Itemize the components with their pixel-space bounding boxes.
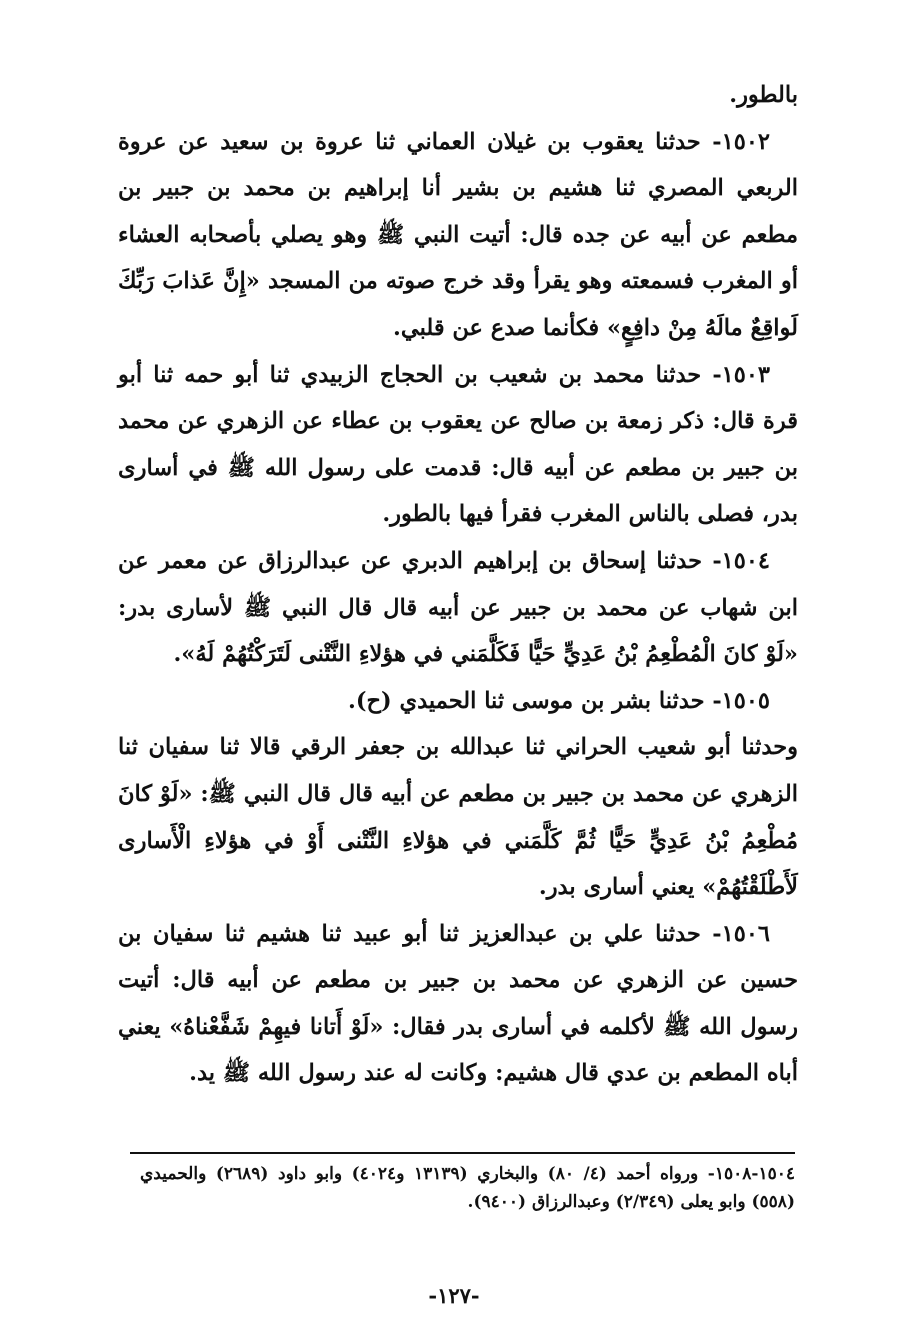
hadith-1502: ١٥٠٢- حدثنا يعقوب بن غيلان العماني ثنا عروة بن سعيد عن عروة الربعي المصري ثنا هشيم بن بشير أنا إبراهيم بن محمد بن جبير بن مطعم عن أبيه عن جده قال: أتيت النبي ﷺ وهو يصلي بأصحابه العشاء أو المغرب فسمعته وهو يقرأ وقد خرج صوته من المسجد «إِنَّ عَذابَ رَبِّكَ لَواقِعٌ مالَهُ مِنْ دافِعٍ» فكأنما صدع عن قلبي. [118, 128, 798, 341]
hadith-1504: ١٥٠٤- حدثنا إسحاق بن إبراهيم الدبري عن عبدالرزاق عن معمر عن ابن شهاب عن محمد بن جبير عن أبيه قال قال النبي ﷺ لأسارى بدر: «لَوْ كانَ الْمُطْعِمُ بْنُ عَدِيٍّ حَيًّا فَكَلَّمَني في هؤلاءِ النَّتْنى لَتَرَكْتُهُمْ لَهُ». [118, 547, 798, 668]
hadith-1505: ١٥٠٥- حدثنا بشر بن موسى ثنا الحميدي (ح). [348, 687, 770, 714]
footnote-divider [130, 1152, 795, 1154]
paragraph-continuation: بالطور. [729, 82, 798, 108]
hadith-1503: ١٥٠٣- حدثنا محمد بن شعيب بن الحجاج الزبيدي ثنا أبو حمه ثنا أبو قرة قال: ذكر زمعة بن صالح عن يعقوب بن عطاء عن الزهري عن محمد بن جبير بن مطعم عن أبيه قال: قدمت على رسول الله ﷺ في أسارى بدر، فصلى بالناس المغرب فقرأ فيها بالطور. [118, 361, 798, 528]
hadith-1505-second-chain: وحدثنا أبو شعيب الحراني ثنا عبدالله بن جعفر الرقي قالا ثنا سفيان ثنا الزهري عن محمد بن جبير بن مطعم عن أبيه قال قال النبي ﷺ: «لَوْ كانَ مُطْعِمُ بْنُ عَدِيٍّ حَيًّا ثُمَّ كَلَّمَني في هؤلاءِ النَّتْنى أَوْ في هؤلاءِ الْأَسارى لَأَطْلَقْتُهُمْ» يعني أسارى بدر. [118, 734, 798, 901]
hadith-1506: ١٥٠٦- حدثنا علي بن عبدالعزيز ثنا أبو عبيد ثنا هشيم ثنا سفيان بن حسين عن الزهري عن محمد بن جبير بن مطعم عن أبيه قال: أتيت رسول الله ﷺ لأكلمه في أسارى بدر فقال: «لَوْ أَتانا فيهِمْ شَفَّعْناهُ» يعني أباه المطعم بن عدي قال هشيم: وكانت له عند رسول الله ﷺ يد. [118, 920, 798, 1087]
footnotes [140, 1160, 795, 1216]
main-text [118, 72, 798, 1097]
footnote-item: ١٥٠٤-١٥٠٨- ورواه أحمد (٤/ ٨٠) والبخاري (١٣١٣٩ و٤٠٢٤) وابو داود (٢٦٨٩) والحميدي (٥٥٨) وابو يعلى (٢/٣٤٩) وعبدالرزاق (٩٤٠٠). [140, 1164, 795, 1212]
page-number: -١٢٧- [428, 1283, 480, 1308]
